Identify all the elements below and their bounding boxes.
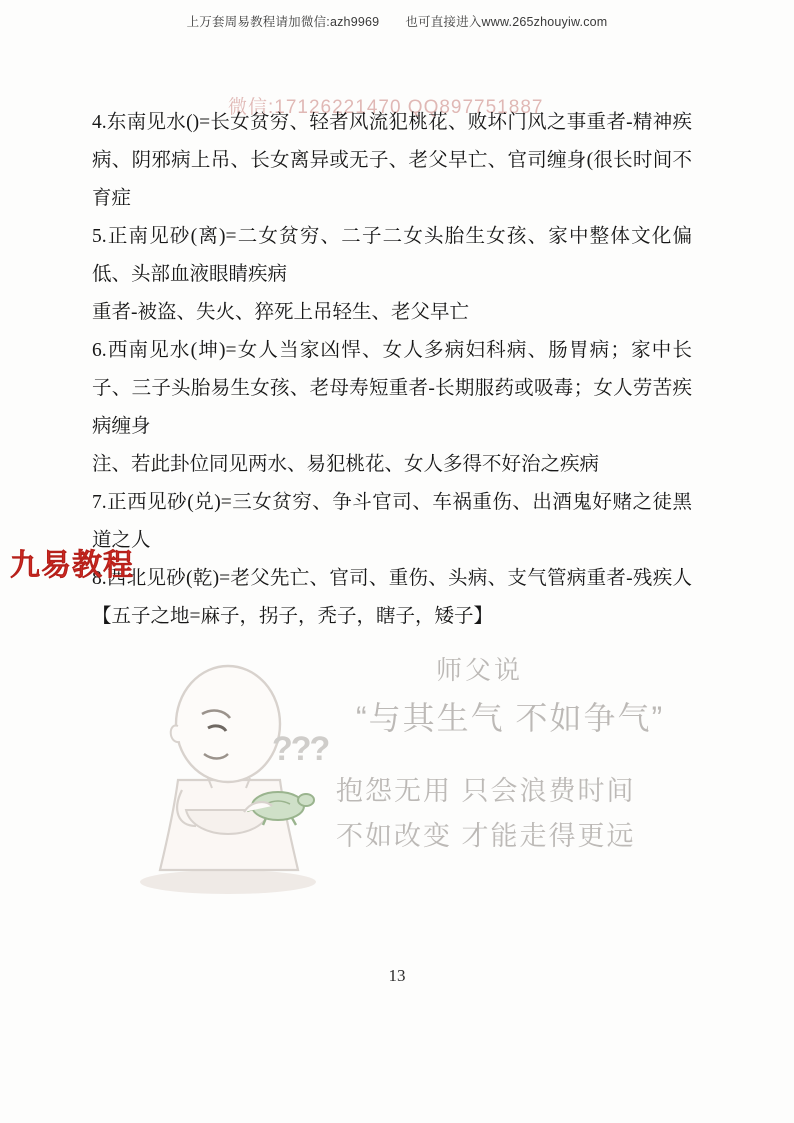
promo-right-text: 也可直接进入www.265zhouyiw.com [405,15,608,29]
quote-line-1: 抱怨无用 只会浪费时间 [336,776,636,806]
quote-line-2: 不如改变 才能走得更远 [336,821,636,851]
quote-block [336,650,696,853]
quote-attribution: 师父说 [436,655,524,685]
paragraph-8: 8.西北见砂(乾)=老父先亡、官司、重伤、头病、支气管病重者-残疾人【五子之地=麻子，拐子，秃子，瞎子，矮子】 [92,568,692,627]
paragraph-4: 4.东南见水()=长女贫穷、轻者风流犯桃花、败坏门风之事重者-精神疾病、阴邪病上吊、长女离异或无子、老父早亡、官司缠身(很长时间不育症 [92,112,692,209]
paragraph-6-note: 注、若此卦位同见两水、易犯桃花、女人多得不好治之疾病 [92,454,600,475]
faded-stamp-text: 微信:17126221470 QQ897751887 [228,97,544,118]
brand-watermark: 九易教程 [10,549,134,582]
illustration-block [96,630,696,920]
quote-main-text: “与其生气 不如争气” [356,700,665,736]
promo-header [0,12,794,30]
paragraph-5: 5.正南见砂(离)=二女贫穷、二子二女头胎生女孩、家中整体文化偏低、头部血液眼睛疾病 [92,226,692,285]
page-number: 13 [388,966,406,985]
promo-wechat-id: azh9969 [329,15,380,29]
paragraph-6: 6.西南见水(坤)=女人当家凶悍、女人多病妇科病、肠胃病；家中长子、三子头胎易生女孩、老母寿短重者-长期服药或吸毒；女人劳苦疾病缠身 [92,340,692,437]
body-text [92,104,692,636]
promo-left-text: 上万套周易教程请加微信: [186,15,330,29]
question-marks-text: ??? [272,730,329,768]
paragraph-7: 7.正西见砂(兑)=三女贫穷、争斗官司、车祸重伤、出酒鬼好赌之徒黑道之人 [92,492,692,551]
paragraph-5-note: 重者-被盗、失火、猝死上吊轻生、老父早亡 [92,302,469,323]
